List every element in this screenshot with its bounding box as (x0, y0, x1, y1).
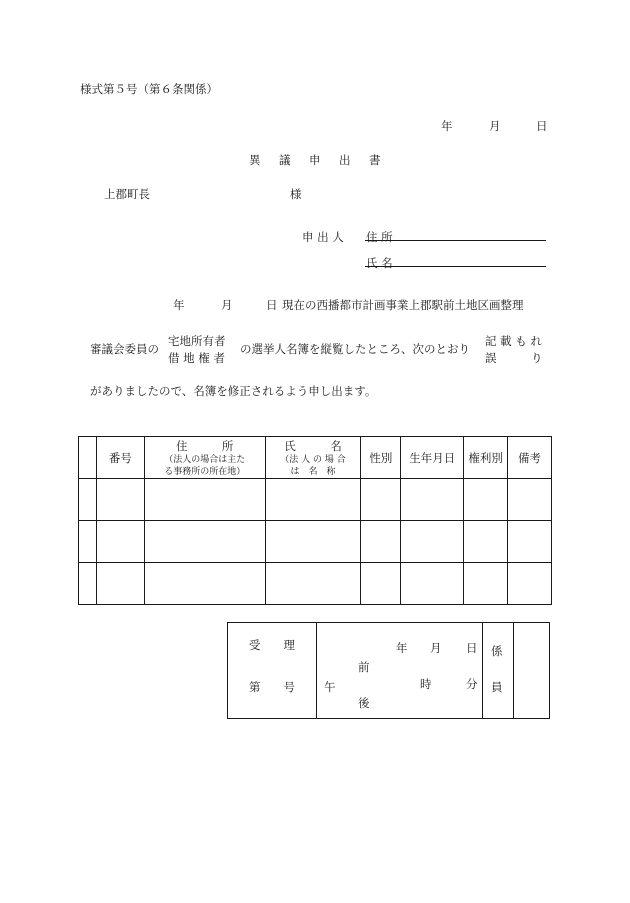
body-line2-prefix: 審議会委員の (90, 342, 159, 356)
name-cell[interactable] (265, 521, 361, 563)
header-name-label: 氏 名 (284, 438, 342, 453)
header-address-label: 住 所 (175, 438, 234, 453)
receipt-divider (316, 623, 317, 718)
header-blank (79, 437, 97, 479)
error-option-char: り (531, 351, 543, 365)
rights-cell[interactable] (464, 563, 508, 605)
name-cell[interactable] (265, 563, 361, 605)
addressee-honorific: 様 (290, 187, 302, 201)
leaseholder-option: 借 地 権 者 (168, 351, 225, 365)
header-sex: 性別 (361, 437, 401, 479)
remarks-cell[interactable] (508, 479, 552, 521)
address-cell[interactable] (144, 563, 265, 605)
sex-cell[interactable] (361, 479, 401, 521)
remarks-cell[interactable] (508, 563, 552, 605)
address-cell[interactable] (144, 521, 265, 563)
rights-cell[interactable] (464, 479, 508, 521)
body-line1-text: 現在の西播都市計画事業上郡駅前土地区画整理 (282, 298, 524, 312)
name-label: 氏 名 (366, 256, 393, 270)
name-cell[interactable] (265, 479, 361, 521)
table-row (79, 563, 552, 605)
receipt-number-label: 第 号 (249, 680, 295, 694)
clerk-label: 係 (491, 644, 503, 658)
receipt-am-label: 前 (358, 660, 370, 674)
title-char: 申 (309, 153, 321, 167)
receipt-hour-label: 時 (420, 677, 432, 691)
body-line3-text: がありましたので、名簿を修正されるよう申し出ます。 (90, 384, 377, 398)
body-day-label: 日 (266, 298, 278, 312)
header-birth: 生年月日 (401, 437, 464, 479)
number-cell[interactable] (96, 563, 144, 605)
applicant-label: 申 出 人 (302, 230, 344, 244)
birth-cell[interactable] (401, 479, 464, 521)
error-option-char: 誤 (485, 351, 497, 365)
body-month-label: 月 (221, 298, 233, 312)
receipt-minute-label: 分 (466, 677, 478, 691)
receipt-divider (482, 623, 483, 718)
body-line2-middle: の選挙人名簿を縦覧したところ、次のとおり (240, 342, 470, 356)
clerk-label: 員 (491, 680, 503, 694)
receipt-label: 受 理 (249, 638, 295, 652)
title-char: 書 (369, 153, 381, 167)
date-year-label: 年 (441, 119, 453, 133)
sex-cell[interactable] (361, 521, 401, 563)
clerk-seal-field[interactable] (514, 623, 549, 718)
sex-cell[interactable] (361, 563, 401, 605)
form-number: 様式第５号（第６条関係） (80, 82, 218, 96)
owner-option: 宅地所有者 (168, 334, 226, 348)
header-address-note-1: （法人の場合は主た (164, 454, 246, 465)
name-field[interactable] (365, 252, 546, 267)
receipt-year-label: 年 (396, 641, 408, 655)
addressee-name: 上郡町長 (104, 187, 150, 201)
address-label: 住 所 (366, 230, 393, 244)
receipt-day-label: 日 (466, 641, 478, 655)
receipt-box (227, 622, 550, 719)
row-marker-cell (79, 563, 97, 605)
receipt-month-label: 月 (430, 641, 442, 655)
birth-cell[interactable] (401, 563, 464, 605)
receipt-noon-label: 午 (324, 680, 336, 694)
title-char: 異 (249, 153, 261, 167)
table-header-row (79, 437, 552, 479)
address-cell[interactable] (144, 479, 265, 521)
omission-option: 記 載 も れ (485, 334, 542, 348)
table-row (79, 521, 552, 563)
rights-cell[interactable] (464, 521, 508, 563)
header-address-note-2: る事務所の所在地） (164, 466, 246, 477)
number-cell[interactable] (96, 479, 144, 521)
title-char: 出 (339, 153, 351, 167)
body-year-label: 年 (173, 298, 185, 312)
birth-cell[interactable] (401, 521, 464, 563)
header-number: 番号 (96, 437, 144, 479)
receipt-pm-label: 後 (358, 696, 370, 710)
header-name (265, 437, 361, 479)
header-address (144, 437, 265, 479)
date-month-label: 月 (489, 119, 501, 133)
objection-table (78, 436, 552, 605)
header-name-note-1: （法 人 の 場 合 (280, 454, 346, 465)
number-cell[interactable] (96, 521, 144, 563)
header-remarks: 備考 (508, 437, 552, 479)
address-field[interactable] (365, 226, 546, 241)
date-day-label: 日 (536, 119, 548, 133)
row-marker-cell (79, 479, 97, 521)
title-char: 議 (279, 153, 291, 167)
remarks-cell[interactable] (508, 521, 552, 563)
header-rights: 権利別 (464, 437, 508, 479)
row-marker-cell (79, 521, 97, 563)
table-row (79, 479, 552, 521)
header-name-note-2: は 名 称 (290, 466, 336, 477)
